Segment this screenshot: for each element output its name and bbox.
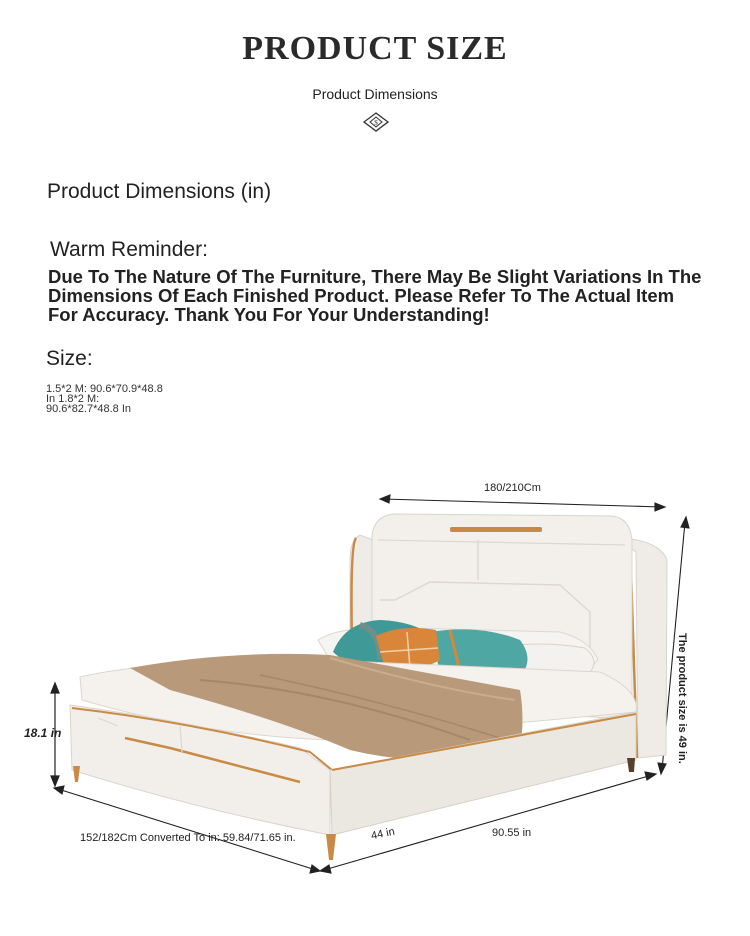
size-heading: Size: [46,347,93,370]
size-line-2: In 1.8*2 M: [46,393,100,405]
reminder-heading: Warm Reminder: [50,238,208,261]
leg-height-label: 18.1 in [24,726,62,740]
page-subtitle: Product Dimensions [312,86,438,102]
depth-label: 44 in [370,825,396,843]
leg-front-left [73,766,80,782]
height-label: The product size is 49 in. [676,633,688,764]
leg-front-corner [326,834,336,860]
svg-text:$: $ [374,119,378,127]
page-title: PRODUCT SIZE [242,30,508,67]
leg-back-right [627,758,635,772]
width-dimension-line [380,495,665,511]
size-line-3: 90.6*82.7*48.8 In [46,403,132,415]
converted-size-label: 152/182Cm Converted To in: 59.84/71.65 in. [80,832,296,844]
length-label: 90.55 in [492,827,532,839]
size-line-1: 1.5*2 M: 90.6*70.9*48.8 [46,383,163,395]
headboard-gold-bar [450,527,542,532]
dimensions-heading: Product Dimensions (in) [47,180,272,203]
reminder-text: Due To The Nature Of The Furniture, There May Be Slight Variations In The Dimensions Of Each Finished Product. Please Refer To The Actual Item For Accuracy. Thank You For Your Understanding! [48,266,702,325]
width-label: 180/210Cm [484,482,541,494]
